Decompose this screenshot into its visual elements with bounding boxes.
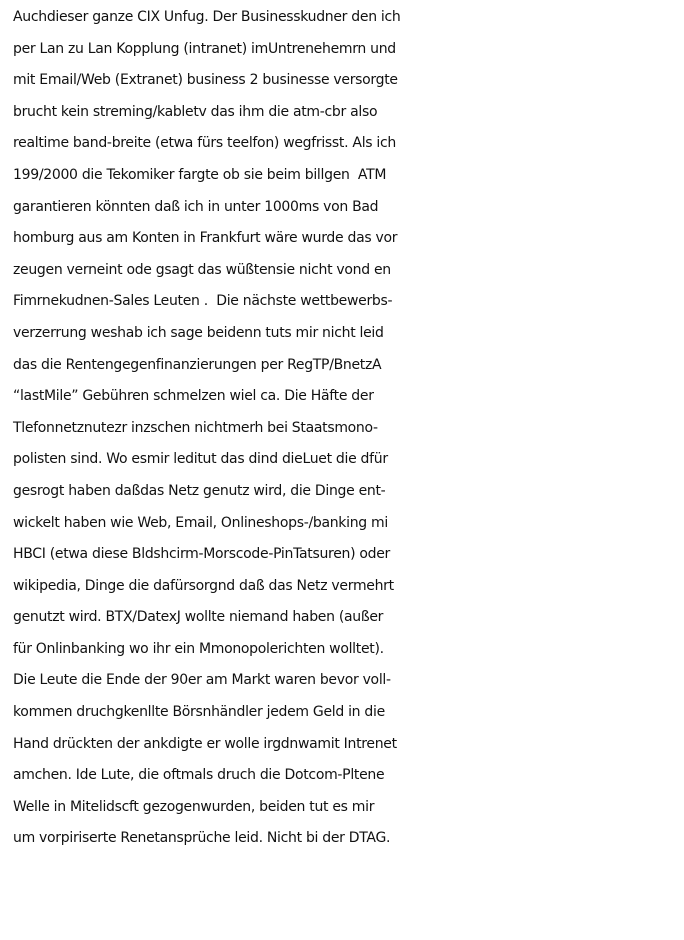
text-line: HBCI (etwa diese Bldshcirm-Morscode-PinTatsuren) oder <box>13 546 391 563</box>
text-line: Die Leute die Ende der 90er am Markt waren bevor voll- <box>13 672 391 689</box>
text-line: wikipedia, Dinge die dafürsorgnd daß das Netz vermehrt <box>13 577 394 594</box>
text-line: garantieren könnten daß ich in unter 1000ms von Bad <box>13 198 379 215</box>
text-line: um vorpiriserte Renetansprüche leid. Nicht bi der DTAG. <box>13 830 391 847</box>
text-line: Tlefonnetznutezr inzschen nichtmerh bei Staatsmono- <box>13 419 378 436</box>
text-line: “lastMile” Gebühren schmelzen wiel ca. Die Häfte der <box>13 388 374 405</box>
text-line: homburg aus am Konten in Frankfurt wäre wurde das vor <box>13 230 398 247</box>
text-line: wickelt haben wie Web, Email, Onlineshops-/banking mi <box>13 514 388 531</box>
body-text <box>13 2 684 855</box>
text-line: mit Email/Web (Extranet) business 2 businesse versorgte <box>13 72 398 89</box>
text-line: gesrogt haben daßdas Netz genutz wird, die Dinge ent- <box>13 482 386 499</box>
text-line: das die Rentengegenfinanzierungen per RegTP/BnetzA <box>13 356 382 373</box>
text-line: brucht kein streming/kabletv das ihm die atm-cbr also <box>13 103 378 120</box>
text-line: polisten sind. Wo esmir leditut das dind dieLuet die dfür <box>13 451 388 468</box>
text-line: Welle in Mitelidscft gezogenwurden, beiden tut es mir <box>13 798 375 815</box>
text-line: Hand drückten der ankdigte er wolle irgdnwamit Intrenet <box>13 735 397 752</box>
text-line: verzerrung weshab ich sage beidenn tuts mir nicht leid <box>13 324 384 341</box>
text-line: kommen druchgkenllte Börsnhändler jedem Geld in die <box>13 704 385 721</box>
text-line: realtime band-breite (etwa fürs teelfon) wegfrisst. Als ich <box>13 135 396 152</box>
text-line: per Lan zu Lan Kopplung (intranet) imUntrenehemrn und <box>13 40 396 57</box>
text-line: zeugen verneint ode gsagt das wüßtensie nicht vond en <box>13 261 391 278</box>
text-line: amchen. Ide Lute, die oftmals druch die Dotcom-Pltene <box>13 767 385 784</box>
text-line: genutzt wird. BTX/DatexJ wollte niemand haben (außer <box>13 609 384 626</box>
text-line: Auchdieser ganze CIX Unfug. Der Businesskudner den ich <box>13 9 401 25</box>
text-line: 199/2000 die Tekomiker fargte ob sie beim billgen ATM <box>13 166 387 183</box>
text-line: für Onlinbanking wo ihr ein Mmonopolerichten wolltet). <box>13 640 384 657</box>
text-line: Fimrnekudnen-Sales Leuten . Die nächste wettbewerbs- <box>13 293 393 310</box>
